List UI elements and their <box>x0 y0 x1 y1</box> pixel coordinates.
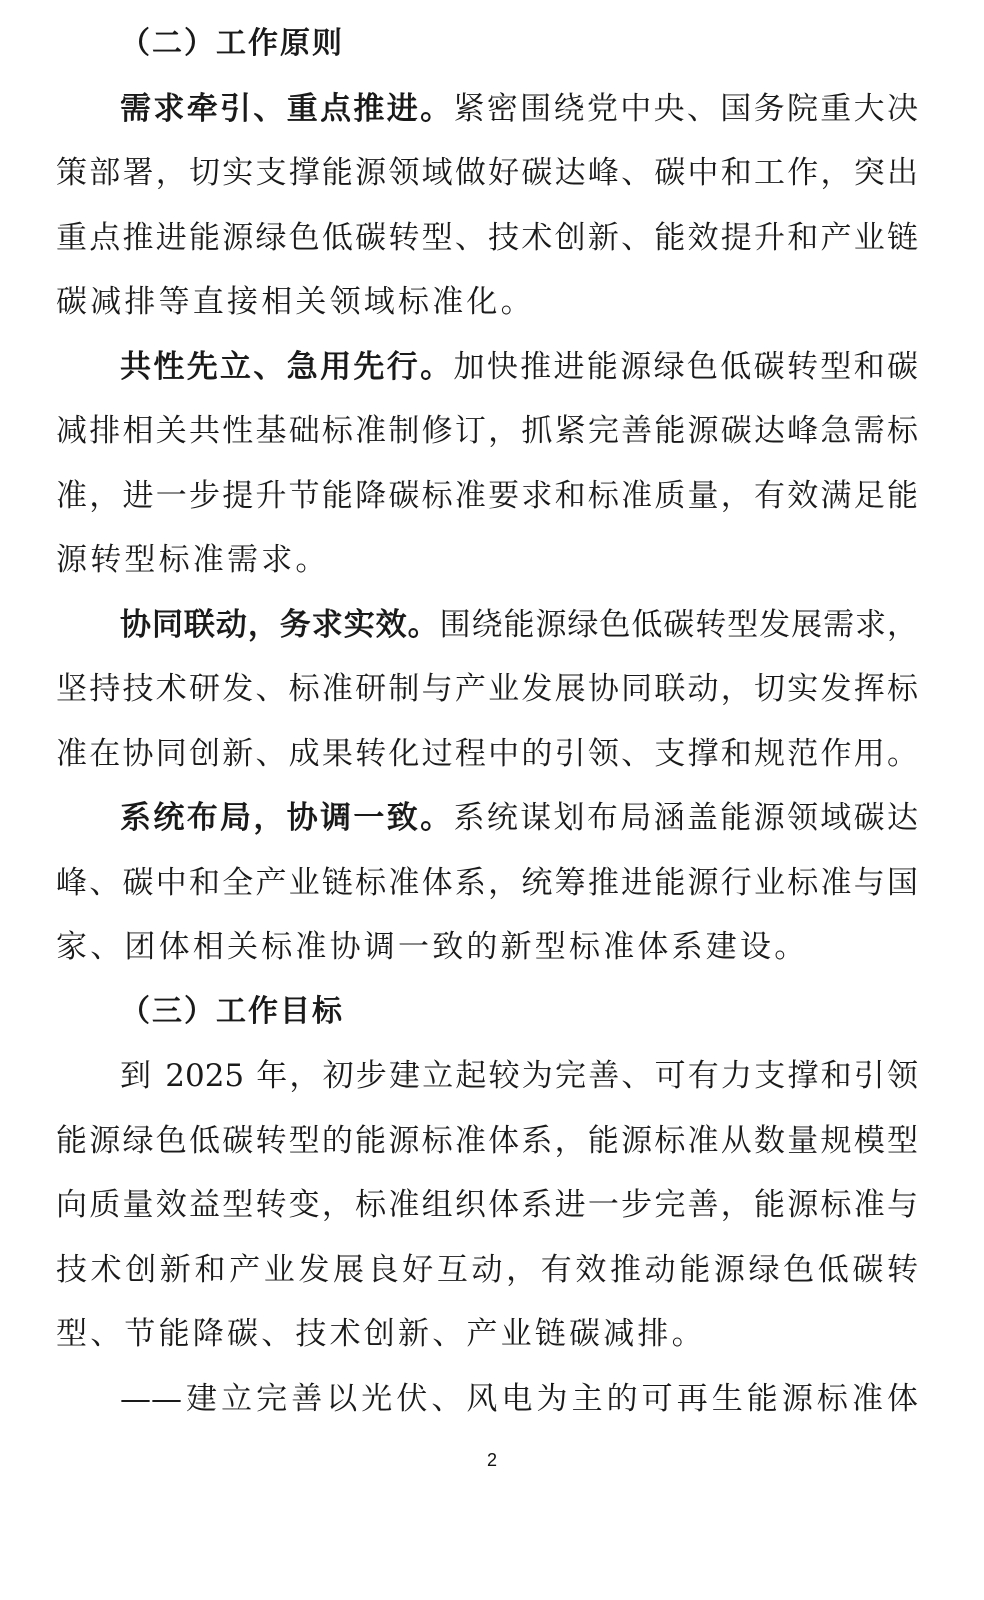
paragraph-line <box>56 786 918 851</box>
section-heading-principles: （二）工作原则 <box>120 26 344 61</box>
paragraph-lead: 共性先立、急用先行。 <box>120 348 454 385</box>
paragraph-line: 型、节能降碳、技术创新、产业链碳减排。 <box>56 1316 706 1352</box>
paragraph-line: 技术创新和产业发展良好互动，有效推动能源绿色低碳转 <box>56 1251 918 1288</box>
paragraph-line: 到 2025 年，初步建立起较为完善、可有力支撑和引领 <box>120 1058 918 1094</box>
paragraph-text: 围绕能源绿色低碳转型发展需求， <box>439 606 919 643</box>
paragraph-line: 能源绿色低碳转型的能源标准体系，能源标准从数量规模型 <box>56 1122 918 1159</box>
paragraph-line: 碳减排等直接相关领域标准化。 <box>56 284 535 320</box>
paragraph-line: 减排相关共性基础标准制修订，抓紧完善能源碳达峰急需标 <box>56 413 918 449</box>
paragraph-line <box>56 593 918 658</box>
section-heading-goals: （三）工作目标 <box>120 993 344 1029</box>
paragraph-line: 源转型标准需求。 <box>56 542 330 578</box>
paragraph-text: 加快推进能源绿色低碳转型和碳 <box>453 348 919 385</box>
paragraph-lead: 协同联动，务求实效。 <box>120 606 440 643</box>
paragraph-line: ——建立完善以光伏、风电为主的可再生能源标准体 <box>120 1380 918 1417</box>
page-number: 2 <box>486 1450 497 1470</box>
paragraph-lead: 需求牵引、重点推进。 <box>120 90 454 127</box>
paragraph-line: 准，进一步提升节能降碳标准要求和标准质量，有效满足能 <box>56 477 918 514</box>
document-page <box>56 12 918 1431</box>
paragraph-line <box>56 335 918 400</box>
paragraph-lead: 系统布局，协调一致。 <box>120 800 454 836</box>
paragraph-line: 坚持技术研发、标准研制与产业发展协同联动，切实发挥标 <box>56 671 918 707</box>
paragraph-line: 向质量效益型转变，标准组织体系进一步完善，能源标准与 <box>56 1187 918 1223</box>
paragraph-text: 系统谋划布局涵盖能源领域碳达 <box>453 800 919 836</box>
paragraph-line <box>56 77 918 142</box>
paragraph-line: 准在协同创新、成果转化过程中的引领、支撑和规范作用。 <box>56 735 918 772</box>
paragraph-line: 策部署，切实支撑能源领域做好碳达峰、碳中和工作，突出 <box>56 155 918 191</box>
paragraph-line: 重点推进能源绿色低碳转型、技术创新、能效提升和产业链 <box>56 219 918 256</box>
paragraph-line: 峰、碳中和全产业链标准体系，统筹推进能源行业标准与国 <box>56 864 918 901</box>
paragraph-line: 家、团体相关标准协调一致的新型标准体系建设。 <box>56 929 809 965</box>
paragraph-text: 紧密围绕党中央、国务院重大决 <box>453 90 919 127</box>
